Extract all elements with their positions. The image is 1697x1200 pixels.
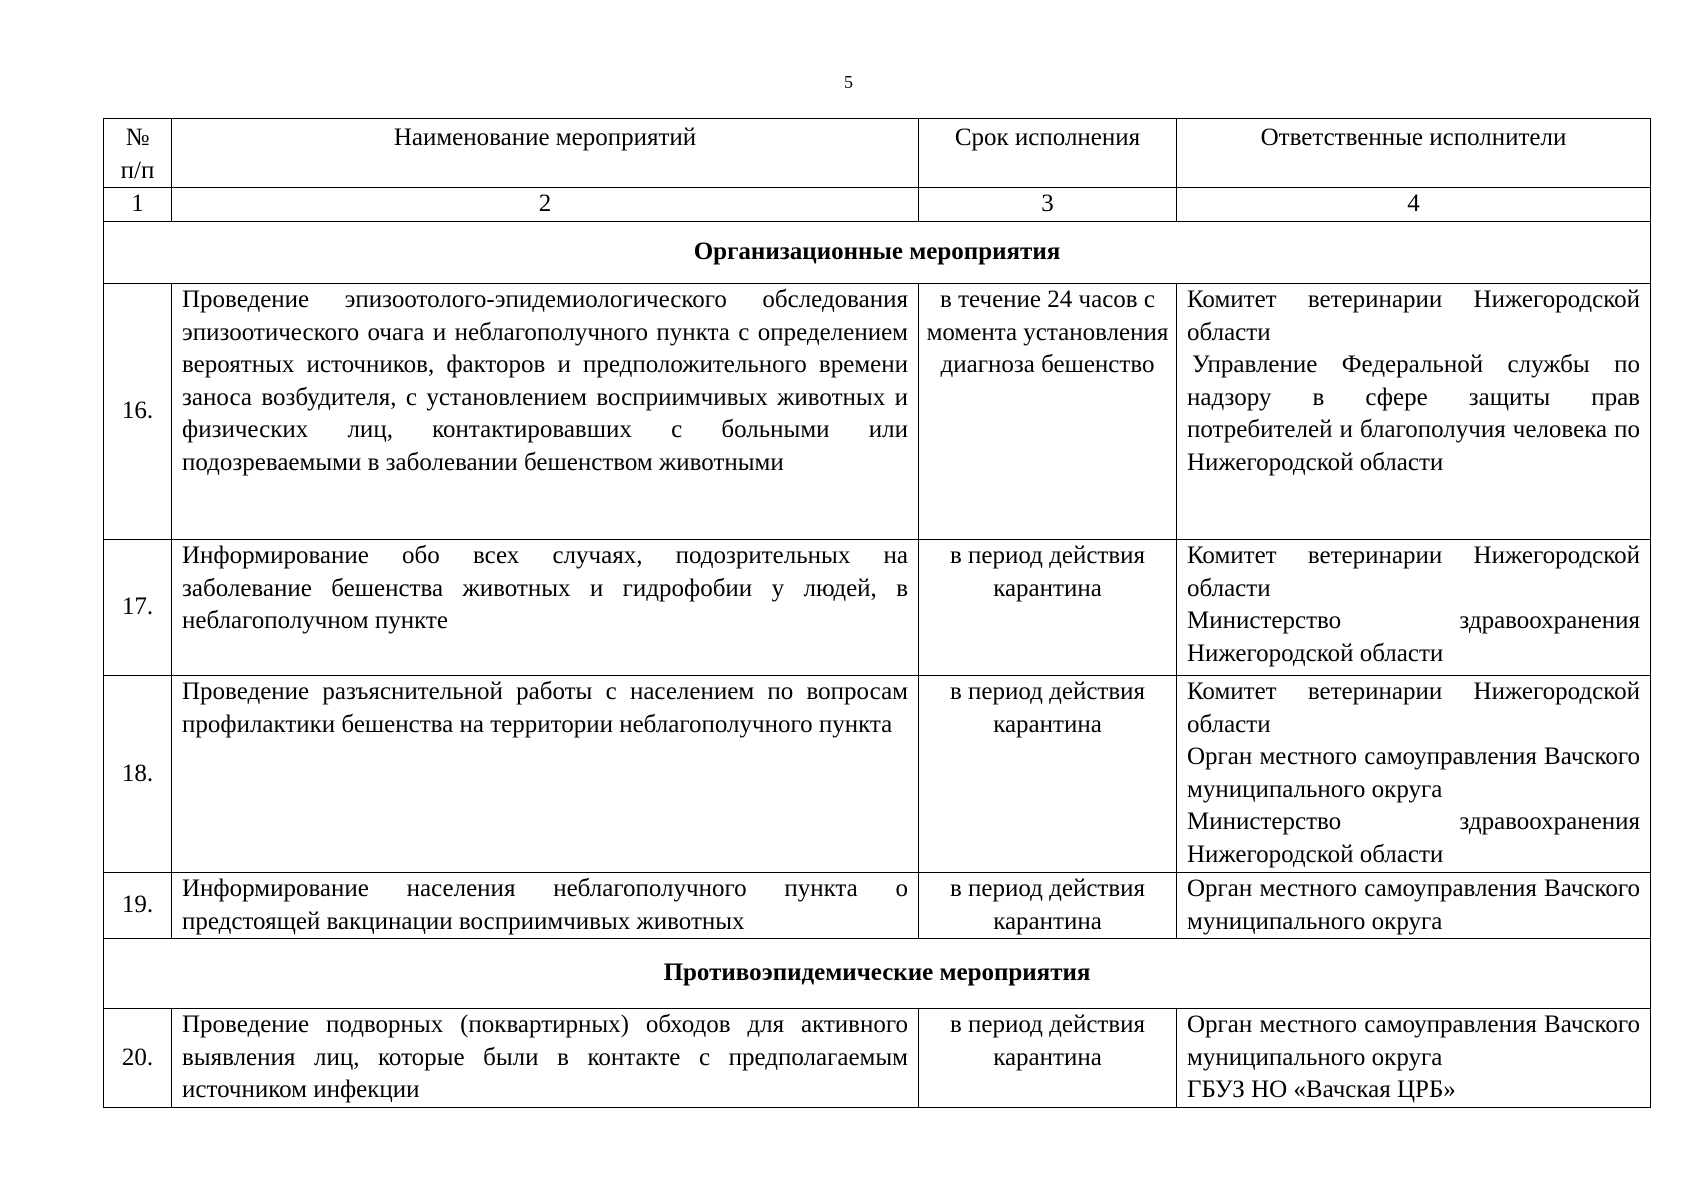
section-title: Противоэпидемические мероприятия	[104, 939, 1651, 1009]
executor: Комитет ветеринарии Нижегородской области	[1187, 678, 1640, 738]
column-numbers-row	[104, 188, 1651, 222]
row-number: 20.	[104, 1009, 172, 1108]
row-number: 18.	[104, 676, 172, 873]
column-number: 2	[172, 188, 919, 222]
table-row	[104, 540, 1651, 676]
executor: ГБУЗ НО «Вачская ЦРБ»	[1187, 1076, 1456, 1103]
table-row	[104, 1009, 1651, 1108]
measure-name: Проведение разъяснительной работы с населением по вопросам профилактики бешенства на территории неблагополучного пункта	[172, 676, 919, 873]
executor: Орган местного самоуправления Вачского муниципального округа	[1187, 1011, 1640, 1071]
executor: Орган местного самоуправления Вачского муниципального округа	[1187, 875, 1640, 935]
header-executors: Ответственные исполнители	[1177, 119, 1651, 188]
measure-term: в течение 24 часов с момента установления диагноза бешенство	[919, 284, 1177, 540]
column-number: 4	[1177, 188, 1651, 222]
executor: Орган местного самоуправления Вачского муниципального округа	[1187, 743, 1640, 803]
measure-name: Информирование обо всех случаях, подозрительных на заболевание бешенства животных и гидрофобии у людей, в неблагополучном пункте	[172, 540, 919, 676]
measure-executors	[1177, 540, 1651, 676]
measure-name: Проведение эпизоотолого-эпидемиологического обследования эпизоотического очага и неблагополучного пункта с определением вероятных источников, факторов и предположительного времени заноса возбудителя, с установлением восприимчивых животных и физических лиц, контактировавших с больными или подозреваемыми в заболевании бешенством животными	[172, 284, 919, 540]
measure-executors	[1177, 676, 1651, 873]
measure-executors	[1177, 284, 1651, 540]
measures-table	[103, 118, 1651, 1108]
page-number: 5	[844, 72, 853, 92]
executor: Комитет ветеринарии Нижегородской области	[1187, 286, 1640, 346]
section-row	[104, 222, 1651, 284]
executor: Управление Федеральной службы по надзору в сфере защиты прав потребителей и благополучия человека по Нижегородской области	[1187, 351, 1640, 476]
column-number: 1	[104, 188, 172, 222]
column-number: 3	[919, 188, 1177, 222]
measure-executors	[1177, 873, 1651, 939]
table-row	[104, 676, 1651, 873]
table-header-row	[104, 119, 1651, 188]
row-number: 16.	[104, 284, 172, 540]
measure-term: в период действия карантина	[919, 676, 1177, 873]
measure-executors	[1177, 1009, 1651, 1108]
section-title: Организационные мероприятия	[104, 222, 1651, 284]
header-name: Наименование мероприятий	[172, 119, 919, 188]
executor: Министерство здравоохранения Нижегородской области	[1187, 607, 1640, 667]
measure-term: в период действия карантина	[919, 1009, 1177, 1108]
table-row	[104, 873, 1651, 939]
executor: Министерство здравоохранения Нижегородской области	[1187, 808, 1640, 868]
table-row	[104, 284, 1651, 540]
executor: Комитет ветеринарии Нижегородской области	[1187, 542, 1640, 602]
row-number: 17.	[104, 540, 172, 676]
header-number: № п/п	[104, 119, 172, 188]
row-number: 19.	[104, 873, 172, 939]
measure-name: Проведение подворных (поквартирных) обходов для активного выявления лиц, которые были в контакте с предполагаемым источником инфекции	[172, 1009, 919, 1108]
measure-term: в период действия карантина	[919, 540, 1177, 676]
measure-term: в период действия карантина	[919, 873, 1177, 939]
measure-name: Информирование населения неблагополучного пункта о предстоящей вакцинации восприимчивых животных	[172, 873, 919, 939]
section-row	[104, 939, 1651, 1009]
header-term: Срок исполнения	[919, 119, 1177, 188]
